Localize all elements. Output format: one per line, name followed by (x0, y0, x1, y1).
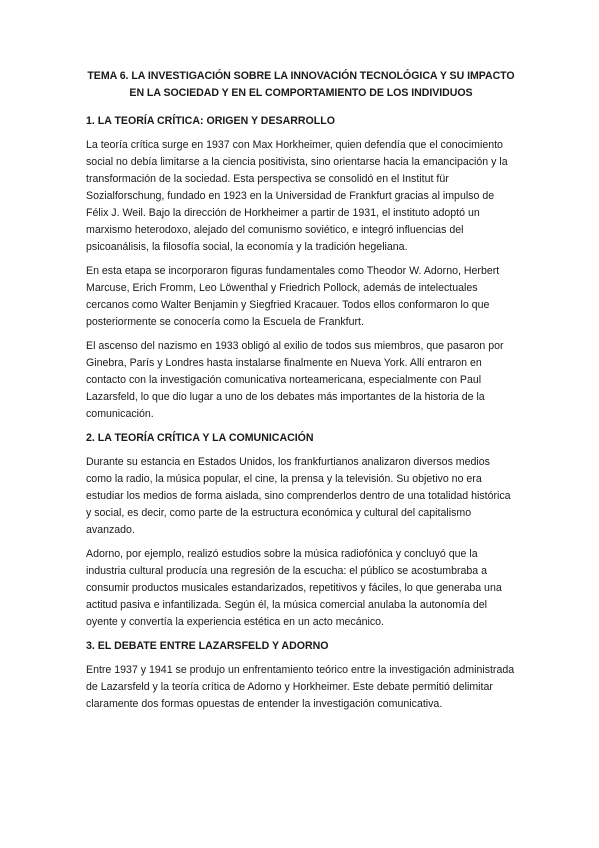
section-heading: 1. LA TEORÍA CRÍTICA: ORIGEN Y DESARROLLO (86, 115, 335, 127)
paragraph: Adorno, por ejemplo, realizó estudios sobre la música radiofónica y concluyó que la industria cultural producía una regresión de la escucha: el público se acostumbraba a consumir productos musicales estandarizados, repetitivos y fáciles, lo que generaba una actitud pasiva e infantilizada. Según él, la música comercial anulaba la autonomía del oyente y convertía la experiencia estética en un acto mecánico. (86, 548, 502, 628)
paragraph: Entre 1937 y 1941 se produjo un enfrentamiento teórico entre la investigación administrada de Lazarsfeld y la teoría crítica de Adorno y Horkheimer. Este debate permitió delimitar claramente dos formas opuestas de entender la investigación comunicativa. (86, 664, 515, 710)
section-heading: 3. EL DEBATE ENTRE LAZARSFELD Y ADORNO (86, 640, 329, 652)
document-title: TEMA 6. LA INVESTIGACIÓN SOBRE LA INNOVACIÓN TECNOLÓGICA Y SU IMPACTO EN LA SOCIEDAD Y EN EL COMPORTAMIENTO DE LOS INDIVIDUOS (87, 70, 515, 99)
paragraph: El ascenso del nazismo en 1933 obligó al exilio de todos sus miembros, que pasaron por Ginebra, París y Londres hasta instalarse finalmente en Nueva York. Allí entraron en contacto con la investigación comunicativa norteamericana, especialmente con Paul Lazarsfeld, lo que dio lugar a uno de los debates más importantes de la historia de la comunicación. (86, 340, 504, 420)
section-heading: 2. LA TEORÍA CRÍTICA Y LA COMUNICACIÓN (86, 432, 314, 444)
paragraph: La teoría crítica surge en 1937 con Max Horkheimer, quien defendía que el conocimiento social no debía limitarse a la ciencia positivista, sino orientarse hacia la emancipación y la transformación de la sociedad. Esta perspectiva se consolidó en el Institut für Sozialforschung, fundado en 1923 en la Universidad de Frankfurt gracias al impulso de Félix J. Weil. Bajo la dirección de Horkheimer a partir de 1931, el instituto adoptó un marxismo heterodoxo, alejado del comunismo soviético, e integró influencias del psicoanálisis, la filosofía social, la economía y la tradición hegeliana. (86, 139, 508, 253)
document-body (86, 68, 516, 720)
section-comunicacion (86, 430, 516, 631)
section-origen (86, 113, 516, 423)
paragraph: En esta etapa se incorporaron figuras fundamentales como Theodor W. Adorno, Herbert Marcuse, Erich Fromm, Leo Löwenthal y Friedrich Pollock, además de intelectuales cercanos como Walter Benjamin y Siegfried Kracauer. Todos ellos conformaron lo que posteriormente se conocería como la Escuela de Frankfurt. (86, 265, 500, 328)
paragraph: Durante su estancia en Estados Unidos, los frankfurtianos analizaron diversos medios como la radio, la música popular, el cine, la prensa y la televisión. Su objetivo no era estudiar los medios de forma aislada, sino comprenderlos dentro de una totalidad histórica y social, es decir, como parte de la estructura económica y cultural del capitalismo avanzado. (86, 456, 511, 536)
section-debate (86, 638, 516, 713)
